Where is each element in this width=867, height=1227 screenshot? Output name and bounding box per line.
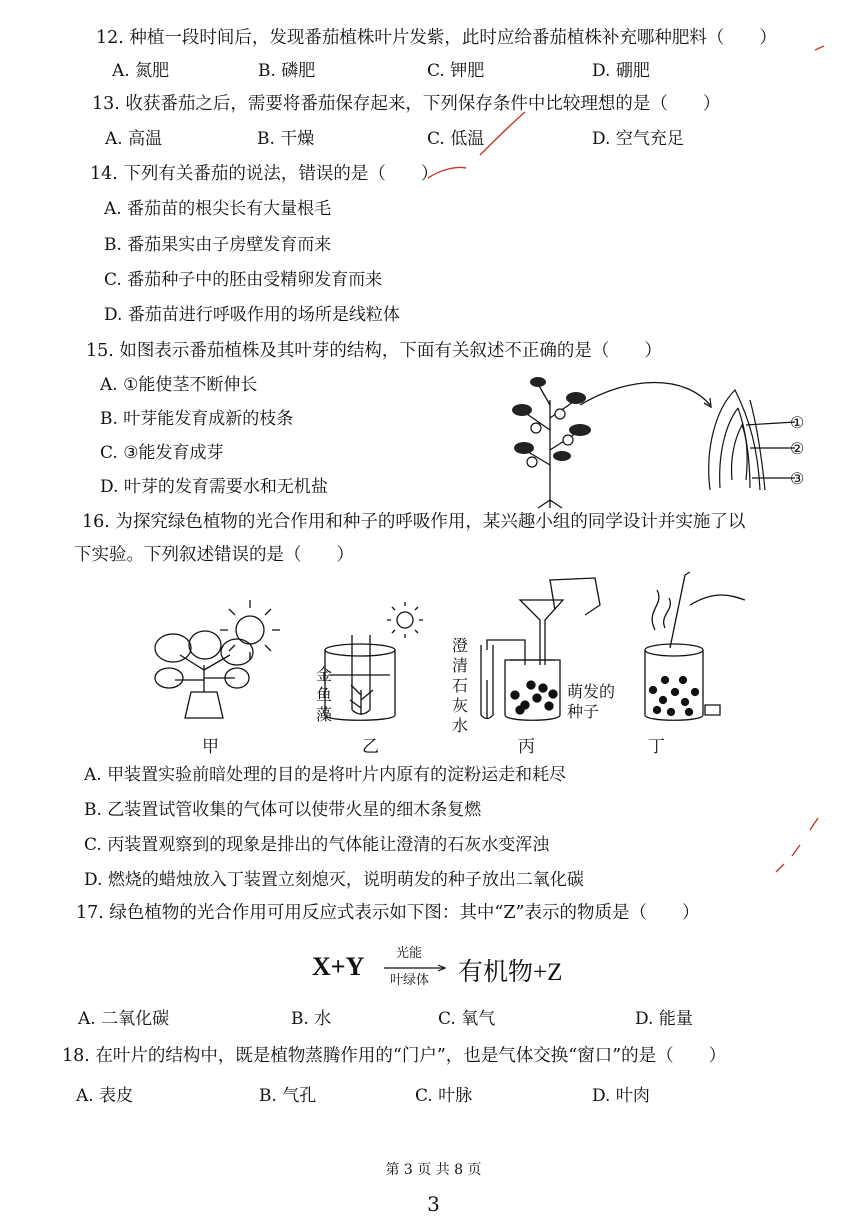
label-bing: 丙	[518, 737, 535, 757]
q17-option-b: B. 水	[291, 1009, 332, 1029]
q16-option-d: D. 燃烧的蜡烛放入丁装置立刻熄灭，说明萌发的种子放出二氧化碳	[84, 870, 584, 890]
q15-option-c: C. ③能发育成芽	[100, 443, 224, 463]
q14-stem: 14. 下列有关番茄的说法，错误的是（ ）	[90, 164, 439, 184]
q17-option-c: C. 氧气	[438, 1009, 496, 1029]
bud-label-3: ③	[790, 469, 805, 488]
q15-option-a: A. ①能使茎不断伸长	[100, 375, 258, 395]
label-qing: 清	[452, 656, 469, 675]
tomato-plant-figure	[510, 370, 830, 510]
label-ding: 丁	[648, 737, 665, 757]
label-shi: 石	[452, 676, 469, 695]
label-jia: 甲	[202, 737, 219, 757]
q13-stem: 13. 收获番茄之后，需要将番茄保存起来，下列保存条件中比较理想的是（ ）	[92, 94, 721, 114]
red-pen-tick	[812, 40, 832, 60]
q16-option-a: A. 甲装置实验前暗处理的目的是将叶片内原有的淀粉运走和耗尽	[84, 765, 567, 785]
label-yi: 乙	[362, 737, 379, 757]
q17-option-d: D. 能量	[635, 1009, 693, 1029]
experiment-apparatus-figure	[145, 570, 745, 730]
q14-option-a: A. 番茄苗的根尖长有大量根毛	[104, 199, 332, 219]
q13-option-b: B. 干燥	[257, 129, 315, 149]
q14-option-c: C. 番茄种子中的胚由受精卵发育而来	[104, 270, 383, 290]
q13-option-d: D. 空气充足	[592, 129, 684, 149]
page-label: 第 3 页 共 8 页	[385, 1162, 482, 1178]
q12-option-a: A. 氮肥	[112, 61, 170, 81]
bud-label-2: ②	[790, 439, 805, 458]
red-pen-dash	[770, 800, 830, 880]
label-seeds-1: 萌发的	[567, 682, 616, 701]
equation-left: X+Y	[312, 952, 365, 981]
label-seeds-2: 种子	[567, 702, 600, 721]
label-shui: 水	[452, 716, 469, 735]
q12-option-b: B. 磷肥	[258, 61, 316, 81]
q15-option-d: D. 叶芽的发育需要水和无机盐	[100, 477, 328, 497]
q18-stem: 18. 在叶片的结构中，既是植物蒸腾作用的“门户”，也是气体交换“窗口”的是（ ）	[62, 1046, 727, 1066]
q13-option-c: C. 低温	[427, 129, 485, 149]
q14-option-d: D. 番茄苗进行呼吸作用的场所是线粒体	[104, 305, 400, 325]
equation-right: 有机物+Z	[458, 959, 563, 986]
q12-stem: 12. 种植一段时间后，发现番茄植株叶片发紫，此时应给番茄植株补充哪种肥料（ ）	[96, 28, 777, 48]
label-cheng: 澄	[452, 636, 469, 655]
label-zao: 藻	[316, 705, 333, 724]
q16-stem-line2: 下实验。下列叙述错误的是（ ）	[74, 545, 354, 565]
label-hui: 灰	[452, 696, 469, 715]
q12-option-d: D. 硼肥	[592, 61, 650, 81]
q14-option-b: B. 番茄果实由子房壁发育而来	[104, 235, 332, 255]
q18-option-c: C. 叶脉	[415, 1086, 473, 1106]
q15-stem: 15. 如图表示番茄植株及其叶芽的结构，下面有关叙述不正确的是（ ）	[86, 341, 662, 361]
q16-option-b: B. 乙装置试管收集的气体可以使带火星的细木条复燃	[84, 800, 482, 820]
page-number: 3	[427, 1192, 440, 1216]
arrow-bottom-label: 叶绿体	[390, 973, 430, 988]
q18-option-a: A. 表皮	[76, 1086, 134, 1106]
q17-stem: 17. 绿色植物的光合作用可用反应式表示如下图：其中“Z”表示的物质是（ ）	[76, 903, 700, 923]
q13-option-a: A. 高温	[105, 129, 163, 149]
q16-stem-line1: 16. 为探究绿色植物的光合作用和种子的呼吸作用，某兴趣小组的同学设计并实施了以	[82, 512, 746, 532]
q12-option-c: C. 钾肥	[427, 61, 485, 81]
label-jin: 金	[316, 665, 333, 684]
arrow-top-label: 光能	[396, 946, 423, 961]
reaction-arrow	[382, 944, 450, 988]
label-yu: 鱼	[316, 685, 333, 704]
q18-option-d: D. 叶肉	[592, 1086, 650, 1106]
q16-option-c: C. 丙装置观察到的现象是排出的气体能让澄清的石灰水变浑浊	[84, 835, 550, 855]
q18-option-b: B. 气孔	[259, 1086, 317, 1106]
q17-option-a: A. 二氧化碳	[78, 1009, 170, 1029]
bud-label-1: ①	[790, 413, 805, 432]
q15-option-b: B. 叶芽能发育成新的枝条	[100, 409, 294, 429]
